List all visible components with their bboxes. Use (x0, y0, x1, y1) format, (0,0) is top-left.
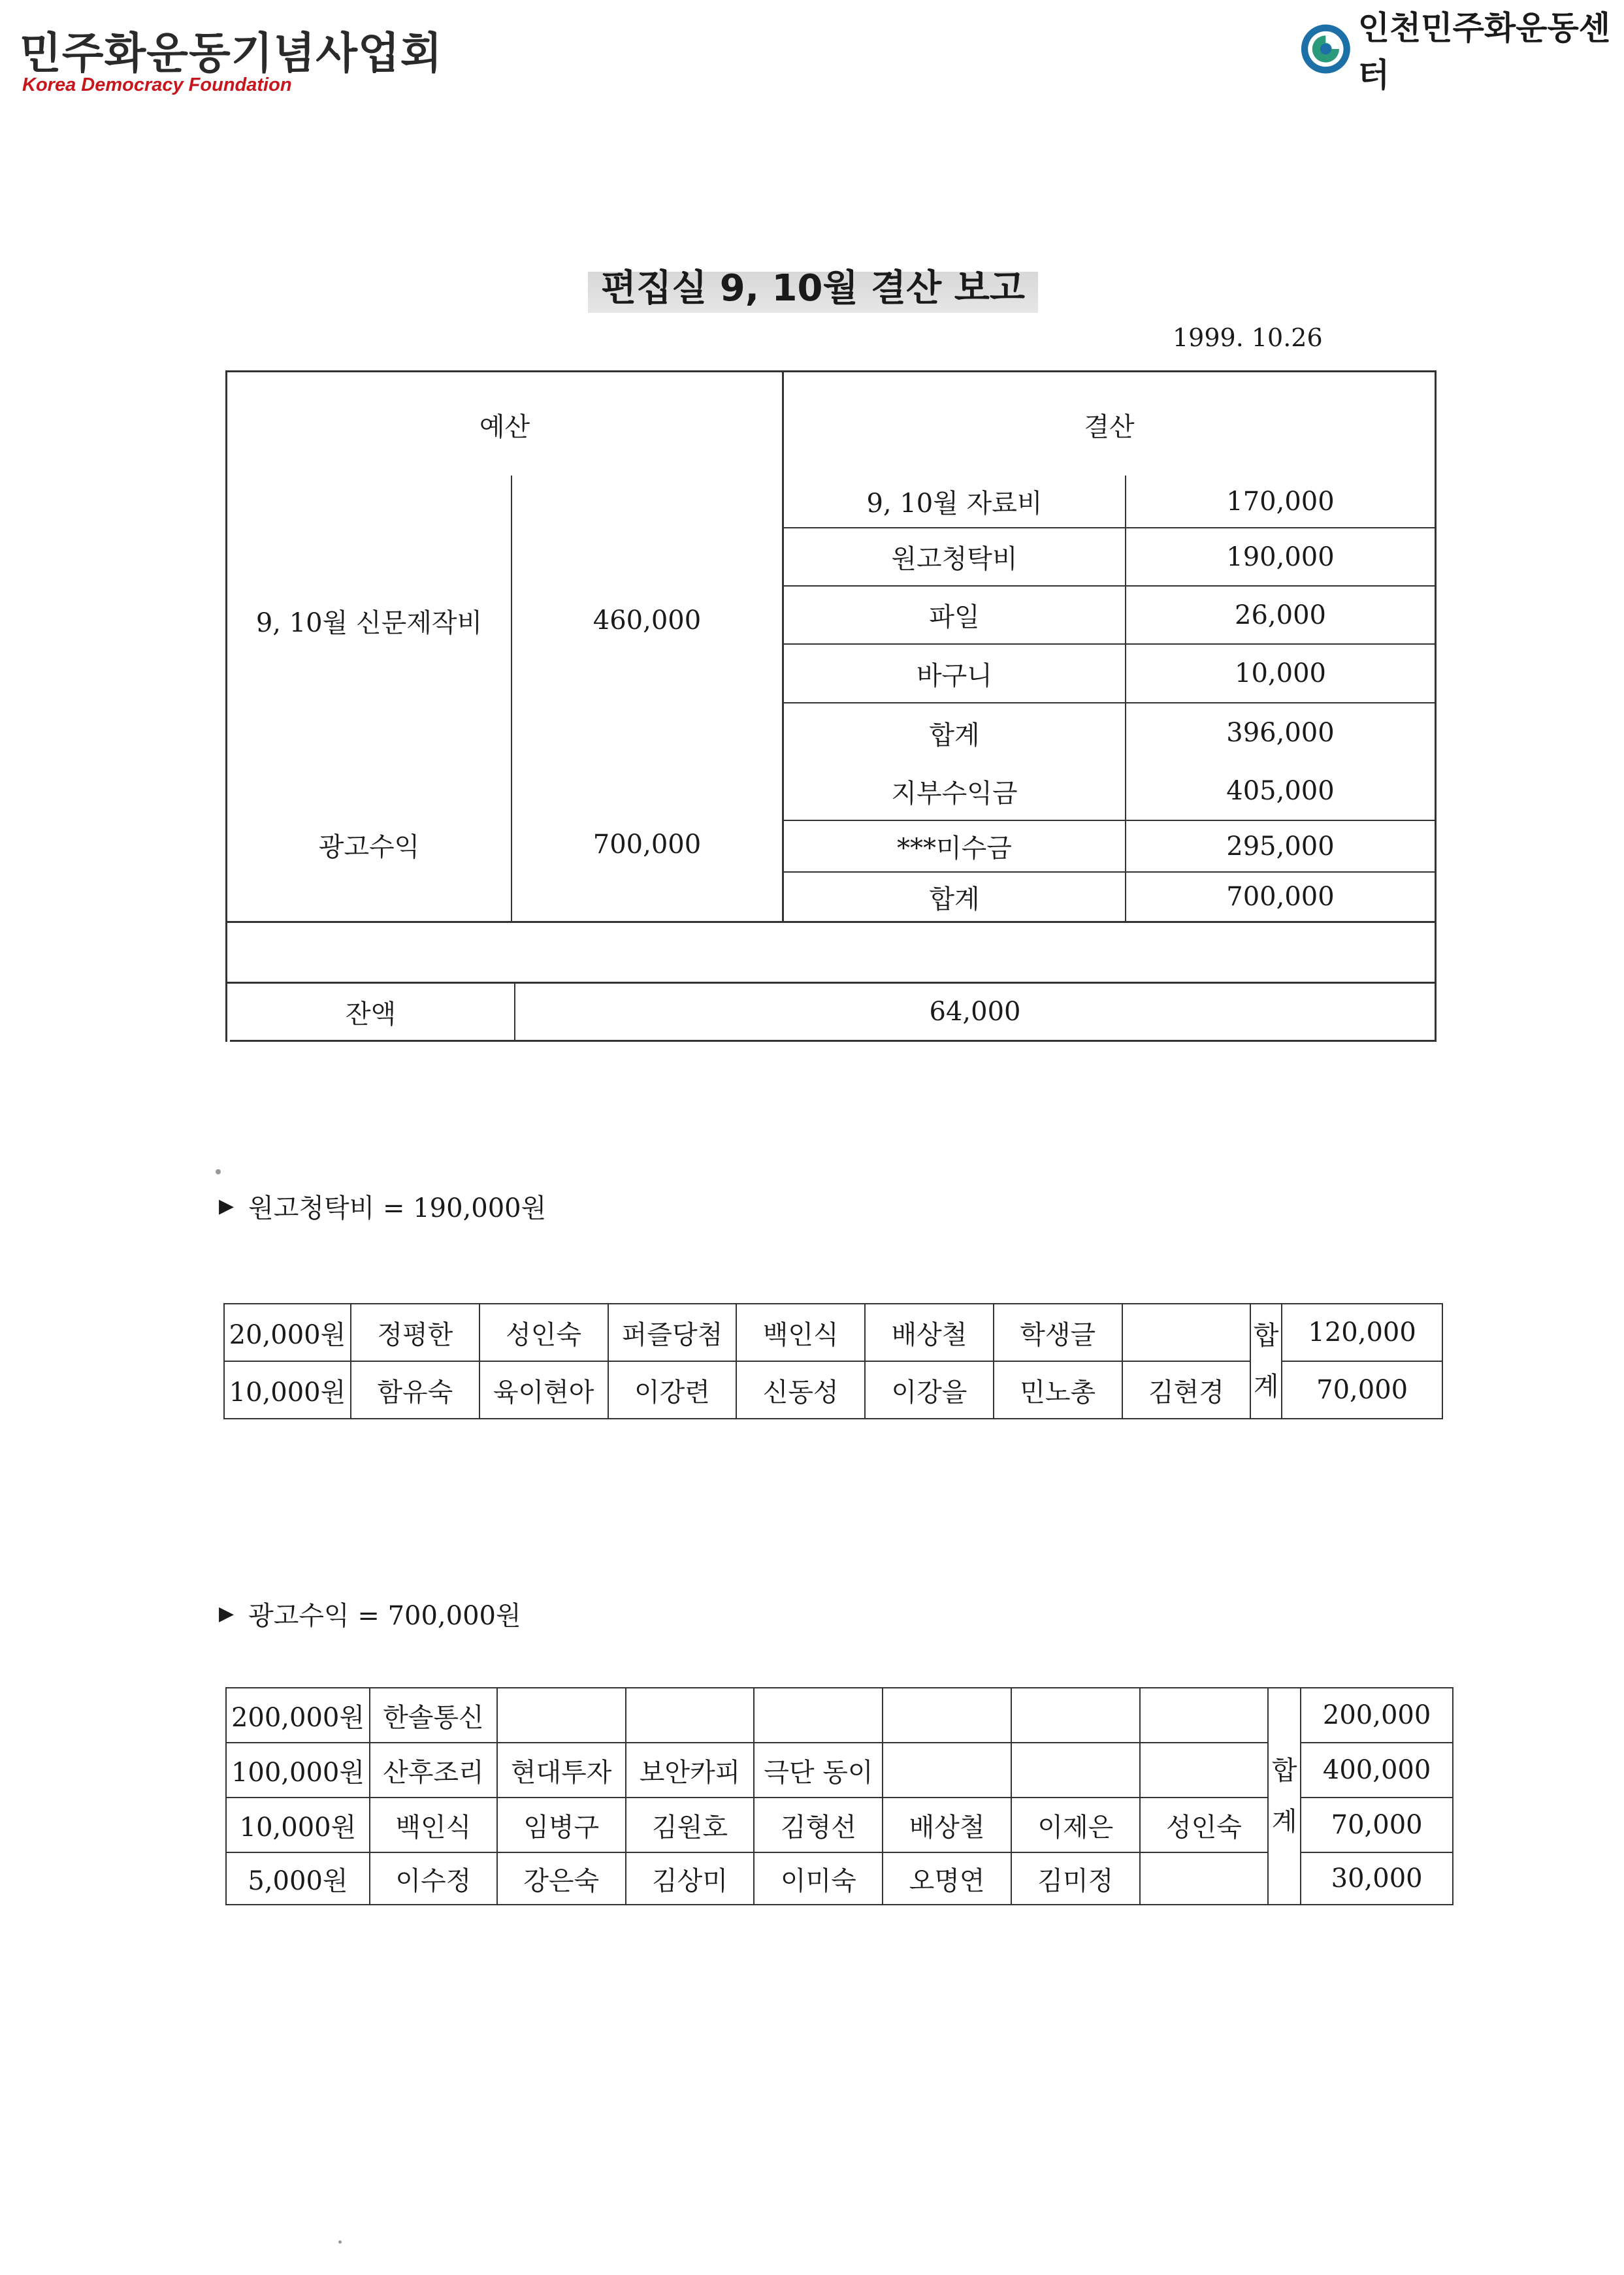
name-cell (1122, 1304, 1251, 1361)
ads-heading-text: 광고수익 = 700,000원 (248, 1600, 521, 1631)
rate-cell: 10,000원 (226, 1798, 370, 1852)
name-cell (1011, 1688, 1140, 1743)
name-cell (1140, 1688, 1269, 1743)
incheon-center-logo (1300, 9, 1624, 94)
report-date: 1999. 10.26 (1173, 323, 1323, 352)
name-cell: 이강련 (608, 1361, 737, 1419)
name-cell: 퍼즐당첨 (608, 1304, 737, 1361)
name-cell (1011, 1743, 1140, 1798)
name-cell: 김형선 (754, 1798, 883, 1852)
rate-cell: 100,000원 (226, 1743, 370, 1798)
name-cell: 함유숙 (351, 1361, 479, 1419)
name-cell: 민노총 (994, 1361, 1122, 1419)
total-cell: 120,000 (1282, 1304, 1442, 1361)
settlement-amount-row: 170,000 (1226, 486, 1335, 517)
total-cell: 200,000 (1301, 1688, 1453, 1743)
budget-header: 예산 (479, 411, 530, 442)
name-cell: 보안카피 (626, 1743, 755, 1798)
settlement-amount-row: 405,000 (1226, 776, 1335, 806)
name-cell: 이미숙 (754, 1852, 883, 1905)
name-cell (754, 1688, 883, 1743)
manuscript-heading (219, 1187, 546, 1224)
rate-cell: 200,000원 (226, 1688, 370, 1743)
name-cell: 이강을 (865, 1361, 994, 1419)
settlement-label-row: 바구니 (917, 660, 992, 691)
table-row (226, 1688, 1453, 1743)
name-cell: 신동성 (736, 1361, 865, 1419)
budget-item-newspaper: 9, 10월 신문제작비 (255, 607, 483, 638)
name-cell: 정평한 (351, 1304, 479, 1361)
name-cell: 현대투자 (497, 1743, 626, 1798)
settlement-label-row: 합계 (929, 884, 980, 914)
settlement-label-row: 파일 (929, 602, 980, 632)
name-cell: 김현경 (1122, 1361, 1251, 1419)
name-cell: 육이현아 (479, 1361, 608, 1419)
center-emblem-icon (1300, 22, 1352, 76)
name-cell (626, 1688, 755, 1743)
settlement-header: 결산 (1084, 411, 1135, 442)
rate-cell: 5,000원 (226, 1852, 370, 1905)
name-cell: 한솔통신 (370, 1688, 497, 1743)
name-cell: 임병구 (497, 1798, 626, 1852)
settlement-label-row: 원고청탁비 (891, 544, 1018, 574)
name-cell: 극단 동이 (754, 1743, 883, 1798)
settlement-label-row: 9, 10월 자료비 (866, 489, 1043, 519)
total-cell: 400,000 (1301, 1743, 1453, 1798)
budget-amount-ads: 700,000 (593, 830, 702, 860)
sum-label-top: 합 (1271, 1756, 1297, 1786)
center-logo-text: 인천민주화운동센터 (1357, 9, 1611, 94)
name-cell: 김미정 (1011, 1852, 1140, 1905)
kdf-logo-korean: 민주화운동기념사업회 (20, 27, 443, 78)
name-cell: 오명연 (883, 1852, 1011, 1905)
ads-heading (219, 1595, 521, 1632)
name-cell: 이수정 (370, 1852, 497, 1905)
balance-label: 잔액 (345, 999, 397, 1029)
name-cell: 김상미 (626, 1852, 755, 1905)
sum-label-bottom: 계 (1271, 1807, 1297, 1837)
budget-amount-newspaper: 460,000 (593, 605, 702, 636)
name-cell (883, 1688, 1011, 1743)
triangle-bullet-icon: ▶ (219, 1602, 235, 1625)
balance-amount: 64,000 (929, 997, 1021, 1027)
sum-label-top: 합 (1253, 1321, 1279, 1351)
name-cell: 김원호 (626, 1798, 755, 1852)
name-cell: 배상철 (883, 1798, 1011, 1852)
name-cell: 성인숙 (479, 1304, 608, 1361)
settlement-label-row: ***미수금 (897, 833, 1012, 863)
rate-cell: 10,000원 (224, 1361, 351, 1419)
name-cell: 백인식 (370, 1798, 497, 1852)
settlement-amount-row: 396,000 (1226, 718, 1335, 748)
scan-speck (216, 1169, 221, 1174)
total-cell: 70,000 (1282, 1361, 1442, 1419)
name-cell: 배상철 (865, 1304, 994, 1361)
settlement-amount-row: 26,000 (1235, 600, 1326, 630)
sum-label-bottom: 계 (1253, 1372, 1279, 1402)
name-cell (1140, 1852, 1269, 1905)
name-cell: 백인식 (736, 1304, 865, 1361)
name-cell: 강은숙 (497, 1852, 626, 1905)
ads-revenue-table (225, 1687, 1453, 1905)
total-cell: 30,000 (1301, 1852, 1453, 1905)
settlement-amount-row: 10,000 (1235, 658, 1326, 688)
sum-label-cell (1250, 1304, 1282, 1419)
kdf-logo-english: Korea Democracy Foundation (22, 74, 292, 95)
page-title: 편집실 9, 10월 결산 보고 (588, 258, 1038, 313)
name-cell: 이제은 (1011, 1798, 1140, 1852)
settlement-label-row: 지부수익금 (891, 778, 1018, 809)
budget-item-ads: 광고수익 (318, 831, 420, 862)
settlement-amount-row: 700,000 (1226, 882, 1335, 912)
name-cell: 성인숙 (1140, 1798, 1269, 1852)
rate-cell: 20,000원 (224, 1304, 351, 1361)
table-row (224, 1304, 1442, 1361)
name-cell (497, 1688, 626, 1743)
name-cell (1140, 1743, 1269, 1798)
name-cell: 산후조리 (370, 1743, 497, 1798)
settlement-amount-row: 190,000 (1226, 541, 1335, 572)
manuscript-fee-table (223, 1303, 1443, 1419)
total-cell: 70,000 (1301, 1798, 1453, 1852)
settlement-label-row: 합계 (929, 720, 980, 750)
settlement-amount-row: 295,000 (1226, 831, 1335, 862)
name-cell: 학생글 (994, 1304, 1122, 1361)
sum-label-cell (1268, 1688, 1301, 1905)
triangle-bullet-icon: ▶ (219, 1194, 235, 1218)
scan-speck (338, 2240, 342, 2244)
name-cell (883, 1743, 1011, 1798)
manuscript-heading-text: 원고청탁비 = 190,000원 (248, 1193, 547, 1223)
